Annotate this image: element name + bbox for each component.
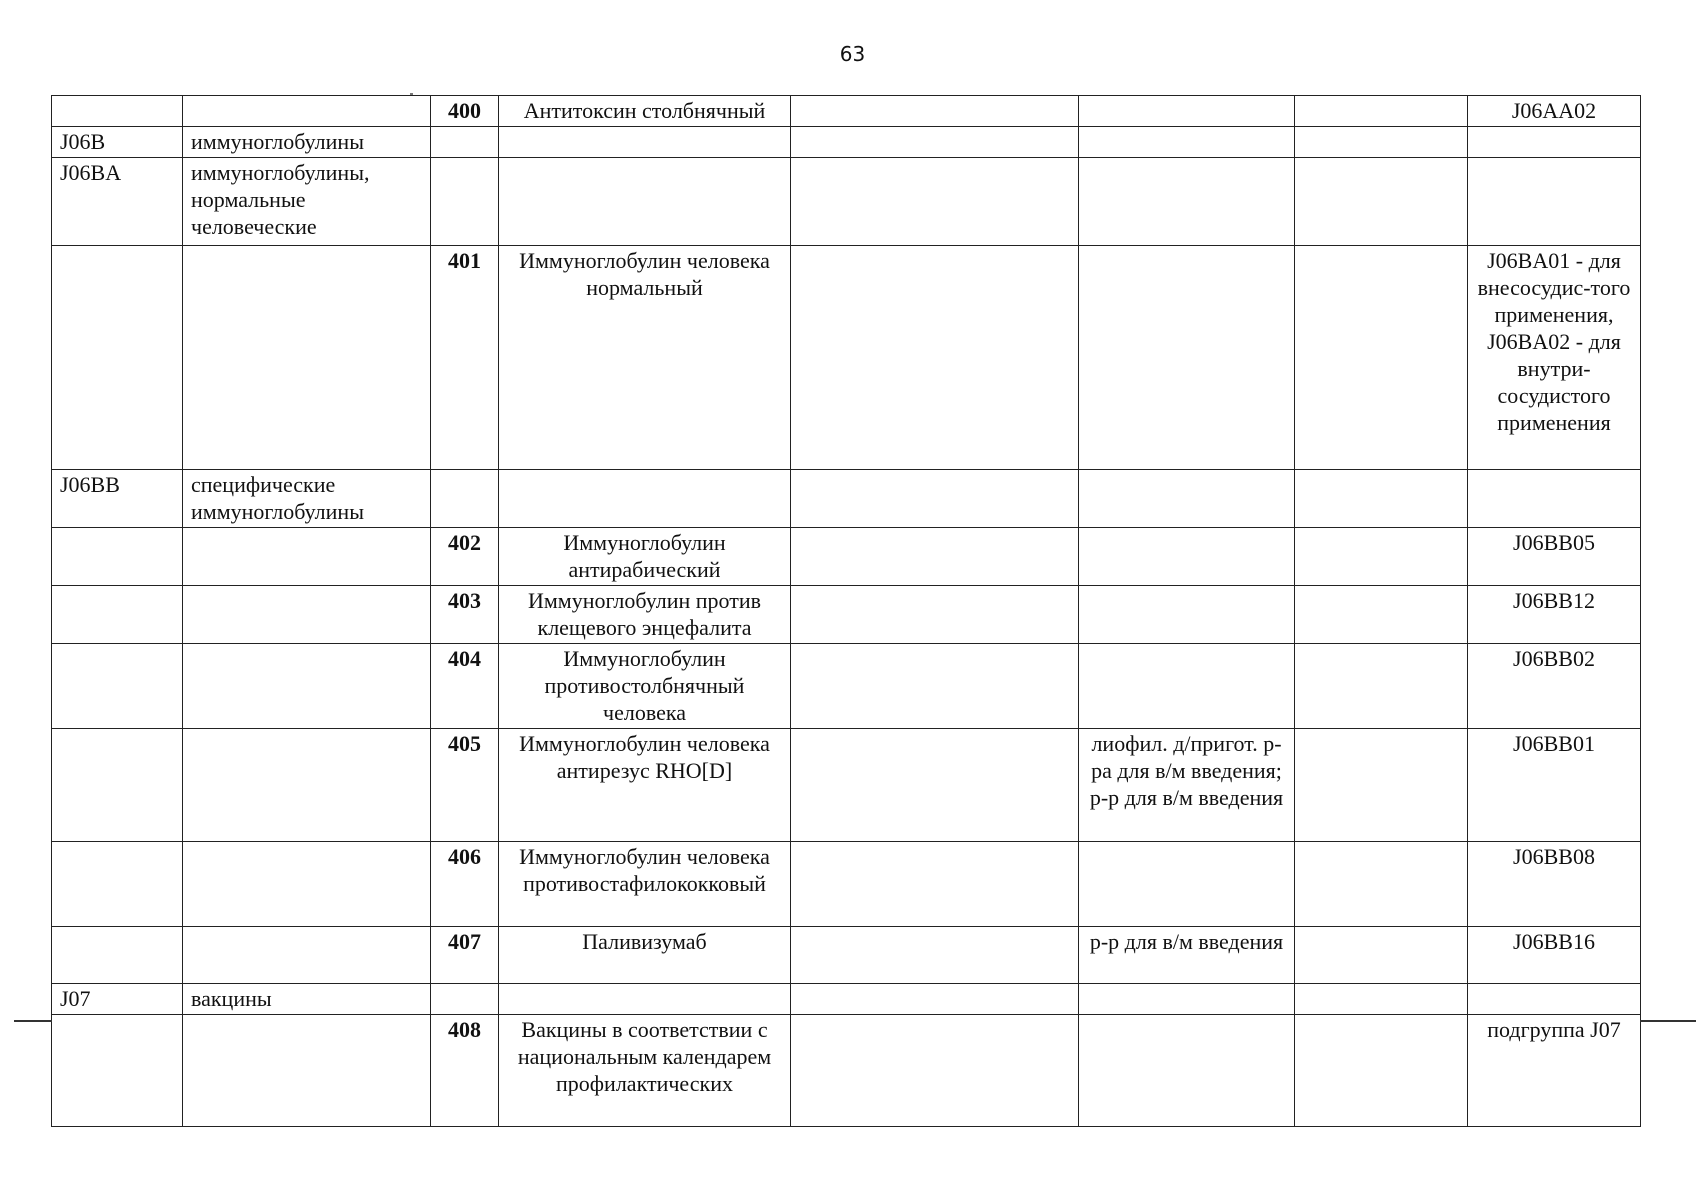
dosage-form-cell [1079, 1015, 1295, 1127]
dosage-form-cell [1079, 158, 1295, 246]
atc-reference-cell: J06BA01 - для внесосудис-того применения, J06BA02 - для внутри-сосудистого применения [1468, 246, 1641, 470]
drug-name-cell: Иммуноглобулин противостолбнячный человека [499, 644, 791, 729]
empty-column-cell [1295, 644, 1468, 729]
row-number-cell: 401 [431, 246, 499, 470]
dosage-form-cell [1079, 470, 1295, 528]
drug-name-cell [499, 984, 791, 1015]
empty-column-cell [1295, 984, 1468, 1015]
row-number-cell: 400 [431, 96, 499, 127]
empty-column-cell [1295, 1015, 1468, 1127]
atc-reference-cell: J06BB08 [1468, 842, 1641, 927]
row-number-cell: 404 [431, 644, 499, 729]
table-row [52, 729, 1641, 842]
atc-reference-cell: J06AA02 [1468, 96, 1641, 127]
atc-reference-cell: J06BB01 [1468, 729, 1641, 842]
cut-line-right [1640, 1020, 1696, 1022]
row-number-cell: 402 [431, 528, 499, 586]
empty-column-cell [791, 729, 1079, 842]
dosage-form-cell [1079, 96, 1295, 127]
atc-group-cell [183, 842, 431, 927]
empty-column-cell [1295, 127, 1468, 158]
page-number: 63 [839, 42, 866, 66]
atc-group-cell: иммуноглобулины, нормальные человеческие [183, 158, 431, 246]
atc-group-cell: вакцины [183, 984, 431, 1015]
atc-group-cell [183, 246, 431, 470]
atc-group-cell [183, 96, 431, 127]
table-row [52, 1015, 1641, 1127]
atc-code-cell [52, 96, 183, 127]
atc-code-cell: J06BA [52, 158, 183, 246]
empty-column-cell [791, 470, 1079, 528]
row-number-cell: 406 [431, 842, 499, 927]
dosage-form-cell [1079, 127, 1295, 158]
table-row [52, 984, 1641, 1015]
empty-column-cell [791, 158, 1079, 246]
atc-code-cell [52, 1015, 183, 1127]
empty-column-cell [1295, 729, 1468, 842]
atc-reference-cell: J06BB05 [1468, 528, 1641, 586]
atc-code-cell [52, 842, 183, 927]
empty-column-cell [1295, 528, 1468, 586]
empty-column-cell [791, 246, 1079, 470]
dosage-form-cell [1079, 528, 1295, 586]
empty-column-cell [1295, 470, 1468, 528]
drug-name-cell [499, 470, 791, 528]
drug-name-cell: Вакцины в соответствии с национальным календарем профилактических [499, 1015, 791, 1127]
table-row [52, 528, 1641, 586]
table-row [52, 470, 1641, 528]
table-row [52, 842, 1641, 927]
atc-reference-cell: J06BB16 [1468, 927, 1641, 984]
empty-column-cell [1295, 96, 1468, 127]
atc-reference-cell [1468, 158, 1641, 246]
empty-column-cell [1295, 842, 1468, 927]
atc-code-cell [52, 644, 183, 729]
empty-column-cell [791, 127, 1079, 158]
empty-column-cell [1295, 586, 1468, 644]
atc-group-cell: специфические иммуноглобулины [183, 470, 431, 528]
empty-column-cell [791, 1015, 1079, 1127]
row-number-cell [431, 158, 499, 246]
empty-column-cell [791, 528, 1079, 586]
atc-code-cell: J07 [52, 984, 183, 1015]
atc-group-cell [183, 644, 431, 729]
empty-column-cell [1295, 246, 1468, 470]
dosage-form-cell: р-р для в/м введения [1079, 927, 1295, 984]
row-number-cell [431, 470, 499, 528]
atc-code-cell [52, 528, 183, 586]
table-row [52, 644, 1641, 729]
dosage-form-cell [1079, 842, 1295, 927]
atc-code-cell: J06B [52, 127, 183, 158]
atc-reference-cell [1468, 470, 1641, 528]
atc-code-cell [52, 927, 183, 984]
atc-group-cell [183, 1015, 431, 1127]
table-row [52, 246, 1641, 470]
atc-group-cell [183, 729, 431, 842]
cut-line-left [14, 1020, 52, 1022]
table-body [52, 96, 1641, 1127]
drug-name-cell: Иммуноглобулин человека нормальный [499, 246, 791, 470]
atc-reference-cell [1468, 984, 1641, 1015]
atc-group-cell [183, 586, 431, 644]
atc-group-cell [183, 927, 431, 984]
table-row [52, 158, 1641, 246]
atc-code-cell [52, 246, 183, 470]
row-number-cell: 407 [431, 927, 499, 984]
row-number-cell: 408 [431, 1015, 499, 1127]
atc-group-cell: иммуноглобулины [183, 127, 431, 158]
empty-column-cell [1295, 158, 1468, 246]
empty-column-cell [1295, 927, 1468, 984]
drug-name-cell [499, 158, 791, 246]
dosage-form-cell [1079, 246, 1295, 470]
drug-name-cell: Иммуноглобулин против клещевого энцефалита [499, 586, 791, 644]
atc-reference-cell [1468, 127, 1641, 158]
dosage-form-cell [1079, 644, 1295, 729]
atc-group-cell [183, 528, 431, 586]
dosage-form-cell [1079, 984, 1295, 1015]
dosage-form-cell: лиофил. д/пригот. р-ра для в/м введения; р-р для в/м введения [1079, 729, 1295, 842]
medication-table [51, 95, 1641, 1127]
empty-column-cell [791, 842, 1079, 927]
table-row [52, 96, 1641, 127]
row-number-cell: 403 [431, 586, 499, 644]
empty-column-cell [791, 96, 1079, 127]
atc-code-cell: J06BB [52, 470, 183, 528]
table-row [52, 927, 1641, 984]
atc-reference-cell: J06BB02 [1468, 644, 1641, 729]
atc-reference-cell: J06BB12 [1468, 586, 1641, 644]
empty-column-cell [791, 644, 1079, 729]
empty-column-cell [791, 586, 1079, 644]
drug-name-cell: Иммуноглобулин человека противостафилококковый [499, 842, 791, 927]
atc-code-cell [52, 729, 183, 842]
row-number-cell [431, 984, 499, 1015]
empty-column-cell [791, 984, 1079, 1015]
drug-name-cell: Иммуноглобулин человека антирезус RHO[D] [499, 729, 791, 842]
drug-name-cell [499, 127, 791, 158]
empty-column-cell [791, 927, 1079, 984]
table-row [52, 586, 1641, 644]
row-number-cell [431, 127, 499, 158]
dosage-form-cell [1079, 586, 1295, 644]
drug-name-cell: Иммуноглобулин антирабический [499, 528, 791, 586]
atc-code-cell [52, 586, 183, 644]
drug-name-cell: Антитоксин столбнячный [499, 96, 791, 127]
table-row [52, 127, 1641, 158]
row-number-cell: 405 [431, 729, 499, 842]
atc-reference-cell: подгруппа J07 [1468, 1015, 1641, 1127]
drug-name-cell: Паливизумаб [499, 927, 791, 984]
